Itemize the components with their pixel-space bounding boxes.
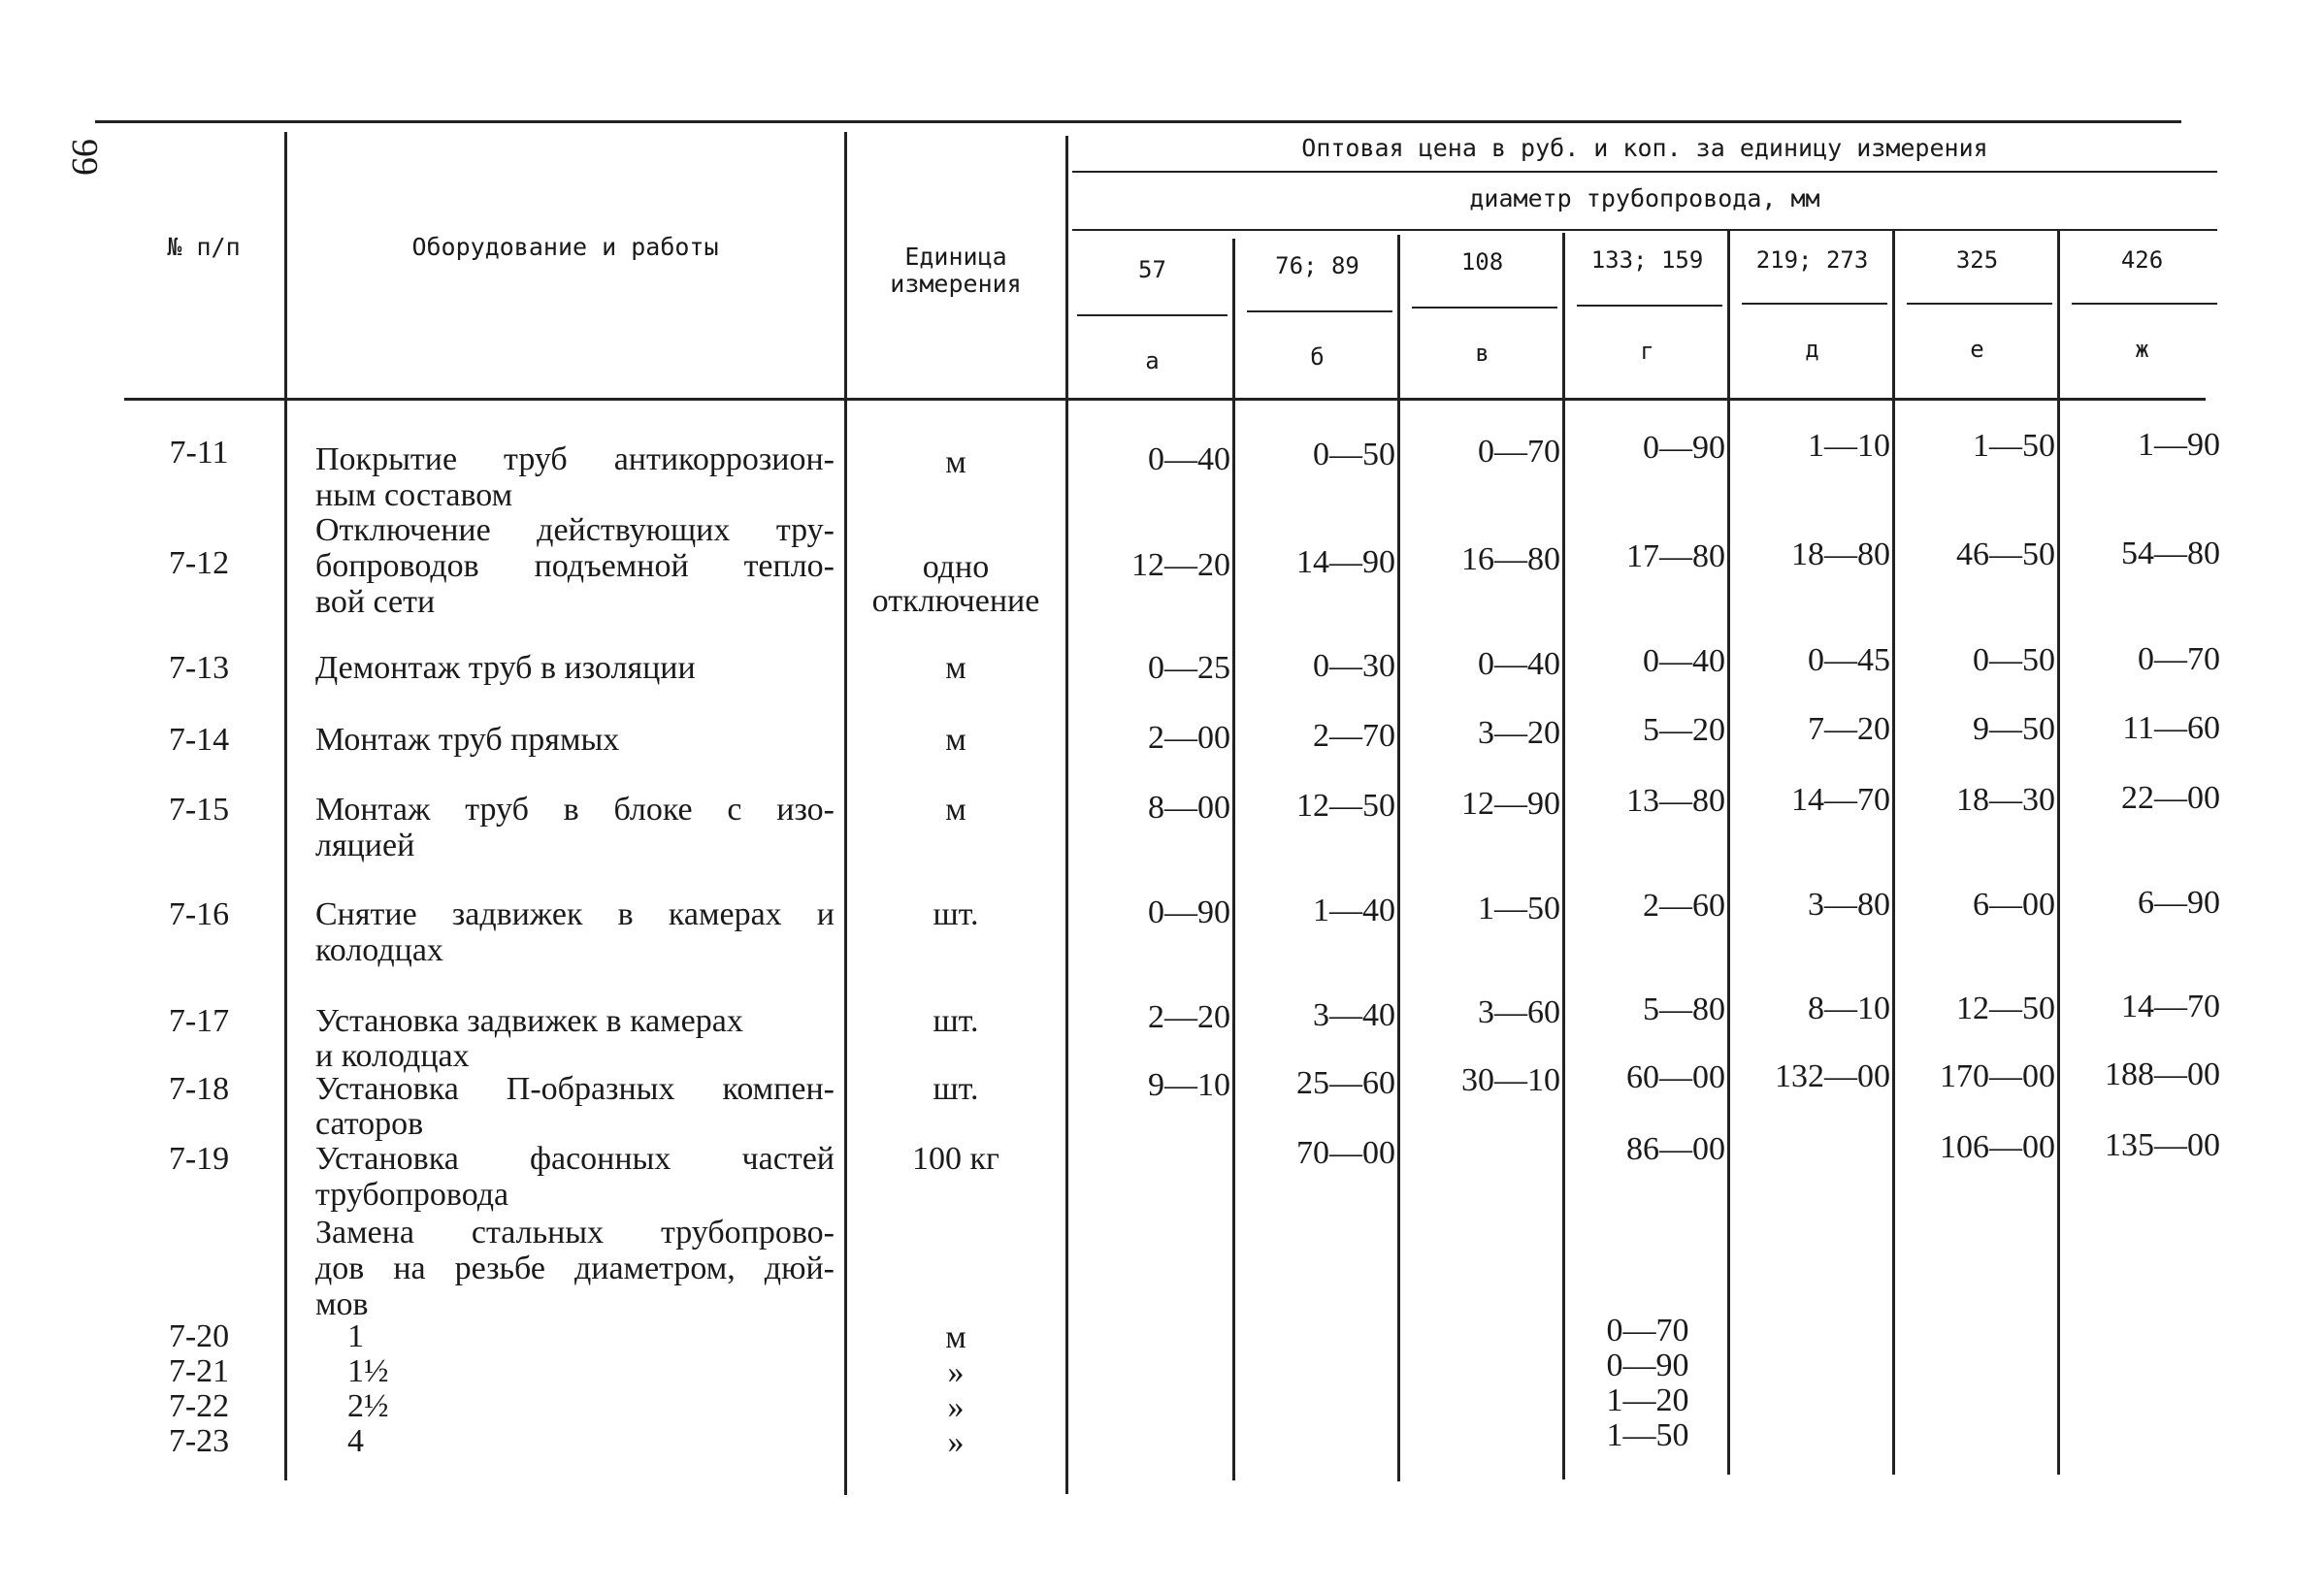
row-num: 7-18: [168, 1071, 230, 1107]
letter-e: е: [1970, 336, 1984, 363]
subrow-size: 1: [347, 1318, 364, 1354]
price-cell: 0—25: [1148, 650, 1230, 686]
price-cell: 14—90: [1296, 544, 1395, 580]
row-num: 7-14: [168, 722, 230, 758]
price-cell: 46—50: [1956, 536, 2055, 572]
price-cell: 1—20: [1606, 1382, 1689, 1418]
row-work-line: Установка П-образных компен-: [315, 1071, 835, 1107]
header-diameter-title: диаметр трубопровода, мм: [1469, 184, 1820, 212]
row-unit: шт.: [933, 896, 979, 932]
price-cell: 1—50: [1606, 1417, 1689, 1453]
top-rule: [95, 120, 2181, 123]
cell-rule-zh: [2072, 303, 2217, 305]
header-price-title: Оптовая цена в руб. и коп. за единицу измерения: [1301, 134, 1988, 162]
price-cell: 17—80: [1626, 538, 1725, 574]
header-work: Оборудование и работы: [411, 233, 719, 261]
row-work-line: Монтаж труб прямых: [315, 722, 620, 758]
price-cell: 3—80: [1808, 887, 1890, 923]
price-cell: 0—70: [2138, 641, 2220, 677]
price-cell: 0—70: [1478, 434, 1560, 470]
letter-v: в: [1475, 340, 1489, 367]
price-cell: 7—20: [1808, 711, 1890, 747]
price-cell: 54—80: [2121, 536, 2220, 571]
col-line-7: [1727, 231, 1730, 1475]
price-cell: 18—80: [1791, 536, 1890, 572]
price-cell: 16—80: [1461, 541, 1560, 577]
price-cell: 8—10: [1808, 991, 1890, 1026]
col-line-1: [284, 132, 287, 1480]
price-cell: 6—00: [1973, 887, 2055, 923]
col-line-9: [2057, 231, 2060, 1475]
row-work-line: вой сети: [315, 584, 436, 620]
price-cell: 1—10: [1808, 428, 1890, 464]
row-work-line: Демонтаж труб в изоляции: [315, 650, 696, 686]
letter-b: б: [1310, 343, 1325, 371]
price-cell: 12—50: [1296, 788, 1395, 824]
row-unit: одно: [922, 549, 990, 585]
price-cell: 18—30: [1956, 782, 2055, 818]
row-unit: шт.: [933, 1071, 979, 1107]
price-cell: 12—20: [1131, 547, 1230, 583]
price-cell: 0—30: [1313, 648, 1395, 684]
row-work-line: и колодцах: [315, 1038, 470, 1074]
row-num: 7-19: [168, 1141, 230, 1177]
price-cell: 1—40: [1313, 893, 1395, 928]
price-cell: 22—00: [2121, 780, 2220, 816]
price-cell: 2—70: [1313, 718, 1395, 754]
price-cell: 106—00: [1940, 1129, 2055, 1165]
diameter-d: 219; 273: [1755, 246, 1869, 274]
diameter-v: 108: [1460, 248, 1504, 276]
price-cell: 12—90: [1461, 786, 1560, 822]
group-work-line: Замена стальных трубопрово-: [315, 1215, 835, 1251]
price-cell: 14—70: [1791, 782, 1890, 818]
price-cell: 1—50: [1478, 891, 1560, 926]
row-num: 7-16: [168, 896, 230, 932]
col-line-2: [844, 132, 847, 1495]
diameter-g: 133; 159: [1590, 246, 1704, 274]
row-num: 7-21: [168, 1353, 230, 1389]
price-cell: 0—50: [1313, 437, 1395, 472]
row-unit: м: [945, 650, 966, 686]
price-cell: 2—00: [1148, 720, 1230, 756]
header-unit-1: Единица: [904, 243, 1007, 271]
price-cell: 14—70: [2121, 989, 2220, 1024]
row-work-line: колодцах: [315, 932, 443, 968]
price-cell: 1—90: [2138, 427, 2220, 463]
cell-rule-d: [1742, 303, 1887, 305]
price-cell: 135—00: [2105, 1127, 2220, 1163]
row-unit: »: [947, 1424, 965, 1460]
price-cell: 12—50: [1956, 991, 2055, 1026]
col-line-3: [1065, 136, 1068, 1494]
price-cell: 0—70: [1606, 1313, 1689, 1348]
price-cell: 188—00: [2105, 1056, 2220, 1092]
diameter-a: 57: [1138, 256, 1166, 283]
letter-zh: ж: [2135, 336, 2149, 363]
price-cell: 70—00: [1296, 1135, 1395, 1171]
col-line-6: [1562, 233, 1565, 1479]
row-work-line: Установка фасонных частей: [315, 1141, 835, 1177]
row-num: 7-17: [168, 1003, 230, 1039]
letter-a: а: [1145, 347, 1160, 374]
subrow-size: 1½: [347, 1353, 389, 1389]
price-cell: 9—10: [1148, 1067, 1230, 1103]
cell-rule-b: [1247, 310, 1392, 312]
price-cell: 13—80: [1626, 783, 1725, 819]
price-cell: 0—45: [1808, 642, 1890, 678]
price-cell: 3—20: [1478, 715, 1560, 751]
price-cell: 0—50: [1973, 642, 2055, 678]
price-cell: 132—00: [1775, 1058, 1890, 1094]
group-work-line: дов на резьбе диаметром, дюй-: [315, 1251, 835, 1286]
price-cell: 8—00: [1148, 790, 1230, 826]
row-num: 7-13: [168, 650, 230, 686]
price-cell: 25—60: [1296, 1065, 1395, 1101]
row-work-line: бопроводов подъемной тепло-: [315, 548, 835, 584]
price-cell: 5—20: [1643, 712, 1725, 748]
subrow-size: 2½: [347, 1388, 389, 1424]
price-cell: 0—90: [1148, 894, 1230, 930]
price-cell: 3—40: [1313, 997, 1395, 1033]
cell-rule-g: [1577, 305, 1722, 307]
row-work-line: трубопровода: [315, 1177, 509, 1213]
diameter-title-rule: [1072, 229, 2217, 231]
price-cell: 60—00: [1626, 1059, 1725, 1095]
price-cell: 0—40: [1478, 646, 1560, 682]
price-cell: 3—60: [1478, 994, 1560, 1030]
cell-rule-v: [1412, 307, 1557, 309]
row-unit: м: [945, 444, 966, 480]
subrow-size: 4: [347, 1423, 364, 1459]
col-line-4: [1232, 239, 1235, 1480]
row-work-line: Установка задвижек в камерах: [315, 1003, 743, 1039]
price-cell: 86—00: [1626, 1131, 1725, 1167]
price-cell: 0—40: [1148, 441, 1230, 477]
row-work-line: ным составом: [315, 477, 513, 513]
price-cell: 0—40: [1643, 643, 1725, 679]
row-num: 7-11: [169, 435, 229, 471]
row-unit: 100 кг: [912, 1141, 999, 1177]
diameter-zh: 426: [2120, 246, 2164, 274]
price-cell: 9—50: [1973, 711, 2055, 747]
diameter-e: 325: [1955, 246, 1999, 274]
row-num: 7-23: [168, 1423, 230, 1459]
row-num: 7-12: [168, 545, 230, 581]
price-cell: 30—10: [1461, 1062, 1560, 1098]
header-num: № п/п: [167, 233, 241, 261]
price-cell: 2—60: [1643, 888, 1725, 924]
price-title-rule: [1072, 171, 2217, 173]
price-cell: 0—90: [1606, 1348, 1689, 1383]
letter-d: д: [1805, 336, 1819, 363]
page-number: 99: [64, 139, 105, 176]
row-num: 7-15: [168, 792, 230, 828]
row-unit: м: [945, 1319, 966, 1355]
row-num: 7-20: [168, 1318, 230, 1354]
price-cell: 5—80: [1643, 991, 1725, 1027]
row-unit: м: [945, 722, 966, 758]
row-work-line: Снятие задвижек в камерах и: [315, 896, 835, 932]
group-work-line: мов: [315, 1286, 369, 1322]
row-work-line: Отключение действующих тру-: [315, 512, 835, 548]
row-work-line: ляцией: [315, 828, 415, 863]
col-line-5: [1397, 235, 1400, 1481]
price-cell: 170—00: [1940, 1058, 2055, 1094]
row-unit: »: [947, 1354, 965, 1390]
price-cell: 1—50: [1973, 428, 2055, 464]
row-unit: отключение: [871, 583, 1040, 619]
header-unit-2: измерения: [890, 270, 1022, 298]
row-work-line: Покрытие труб антикоррозион-: [315, 441, 835, 477]
price-cell: 6—90: [2138, 885, 2220, 921]
cell-rule-e: [1907, 303, 2052, 305]
row-num: 7-22: [168, 1388, 230, 1424]
row-work-line: саторов: [315, 1106, 424, 1142]
col-line-8: [1892, 231, 1895, 1475]
row-work-line: Монтаж труб в блоке с изо-: [315, 792, 835, 828]
row-unit: шт.: [933, 1003, 979, 1039]
letter-g: г: [1640, 338, 1654, 365]
row-unit: м: [945, 792, 966, 828]
price-cell: 0—90: [1643, 430, 1725, 466]
cell-rule-a: [1077, 314, 1227, 316]
diameter-b: 76; 89: [1275, 252, 1359, 279]
price-cell: 2—20: [1148, 999, 1230, 1035]
row-unit: »: [947, 1389, 965, 1425]
price-cell: 11—60: [2122, 710, 2220, 746]
